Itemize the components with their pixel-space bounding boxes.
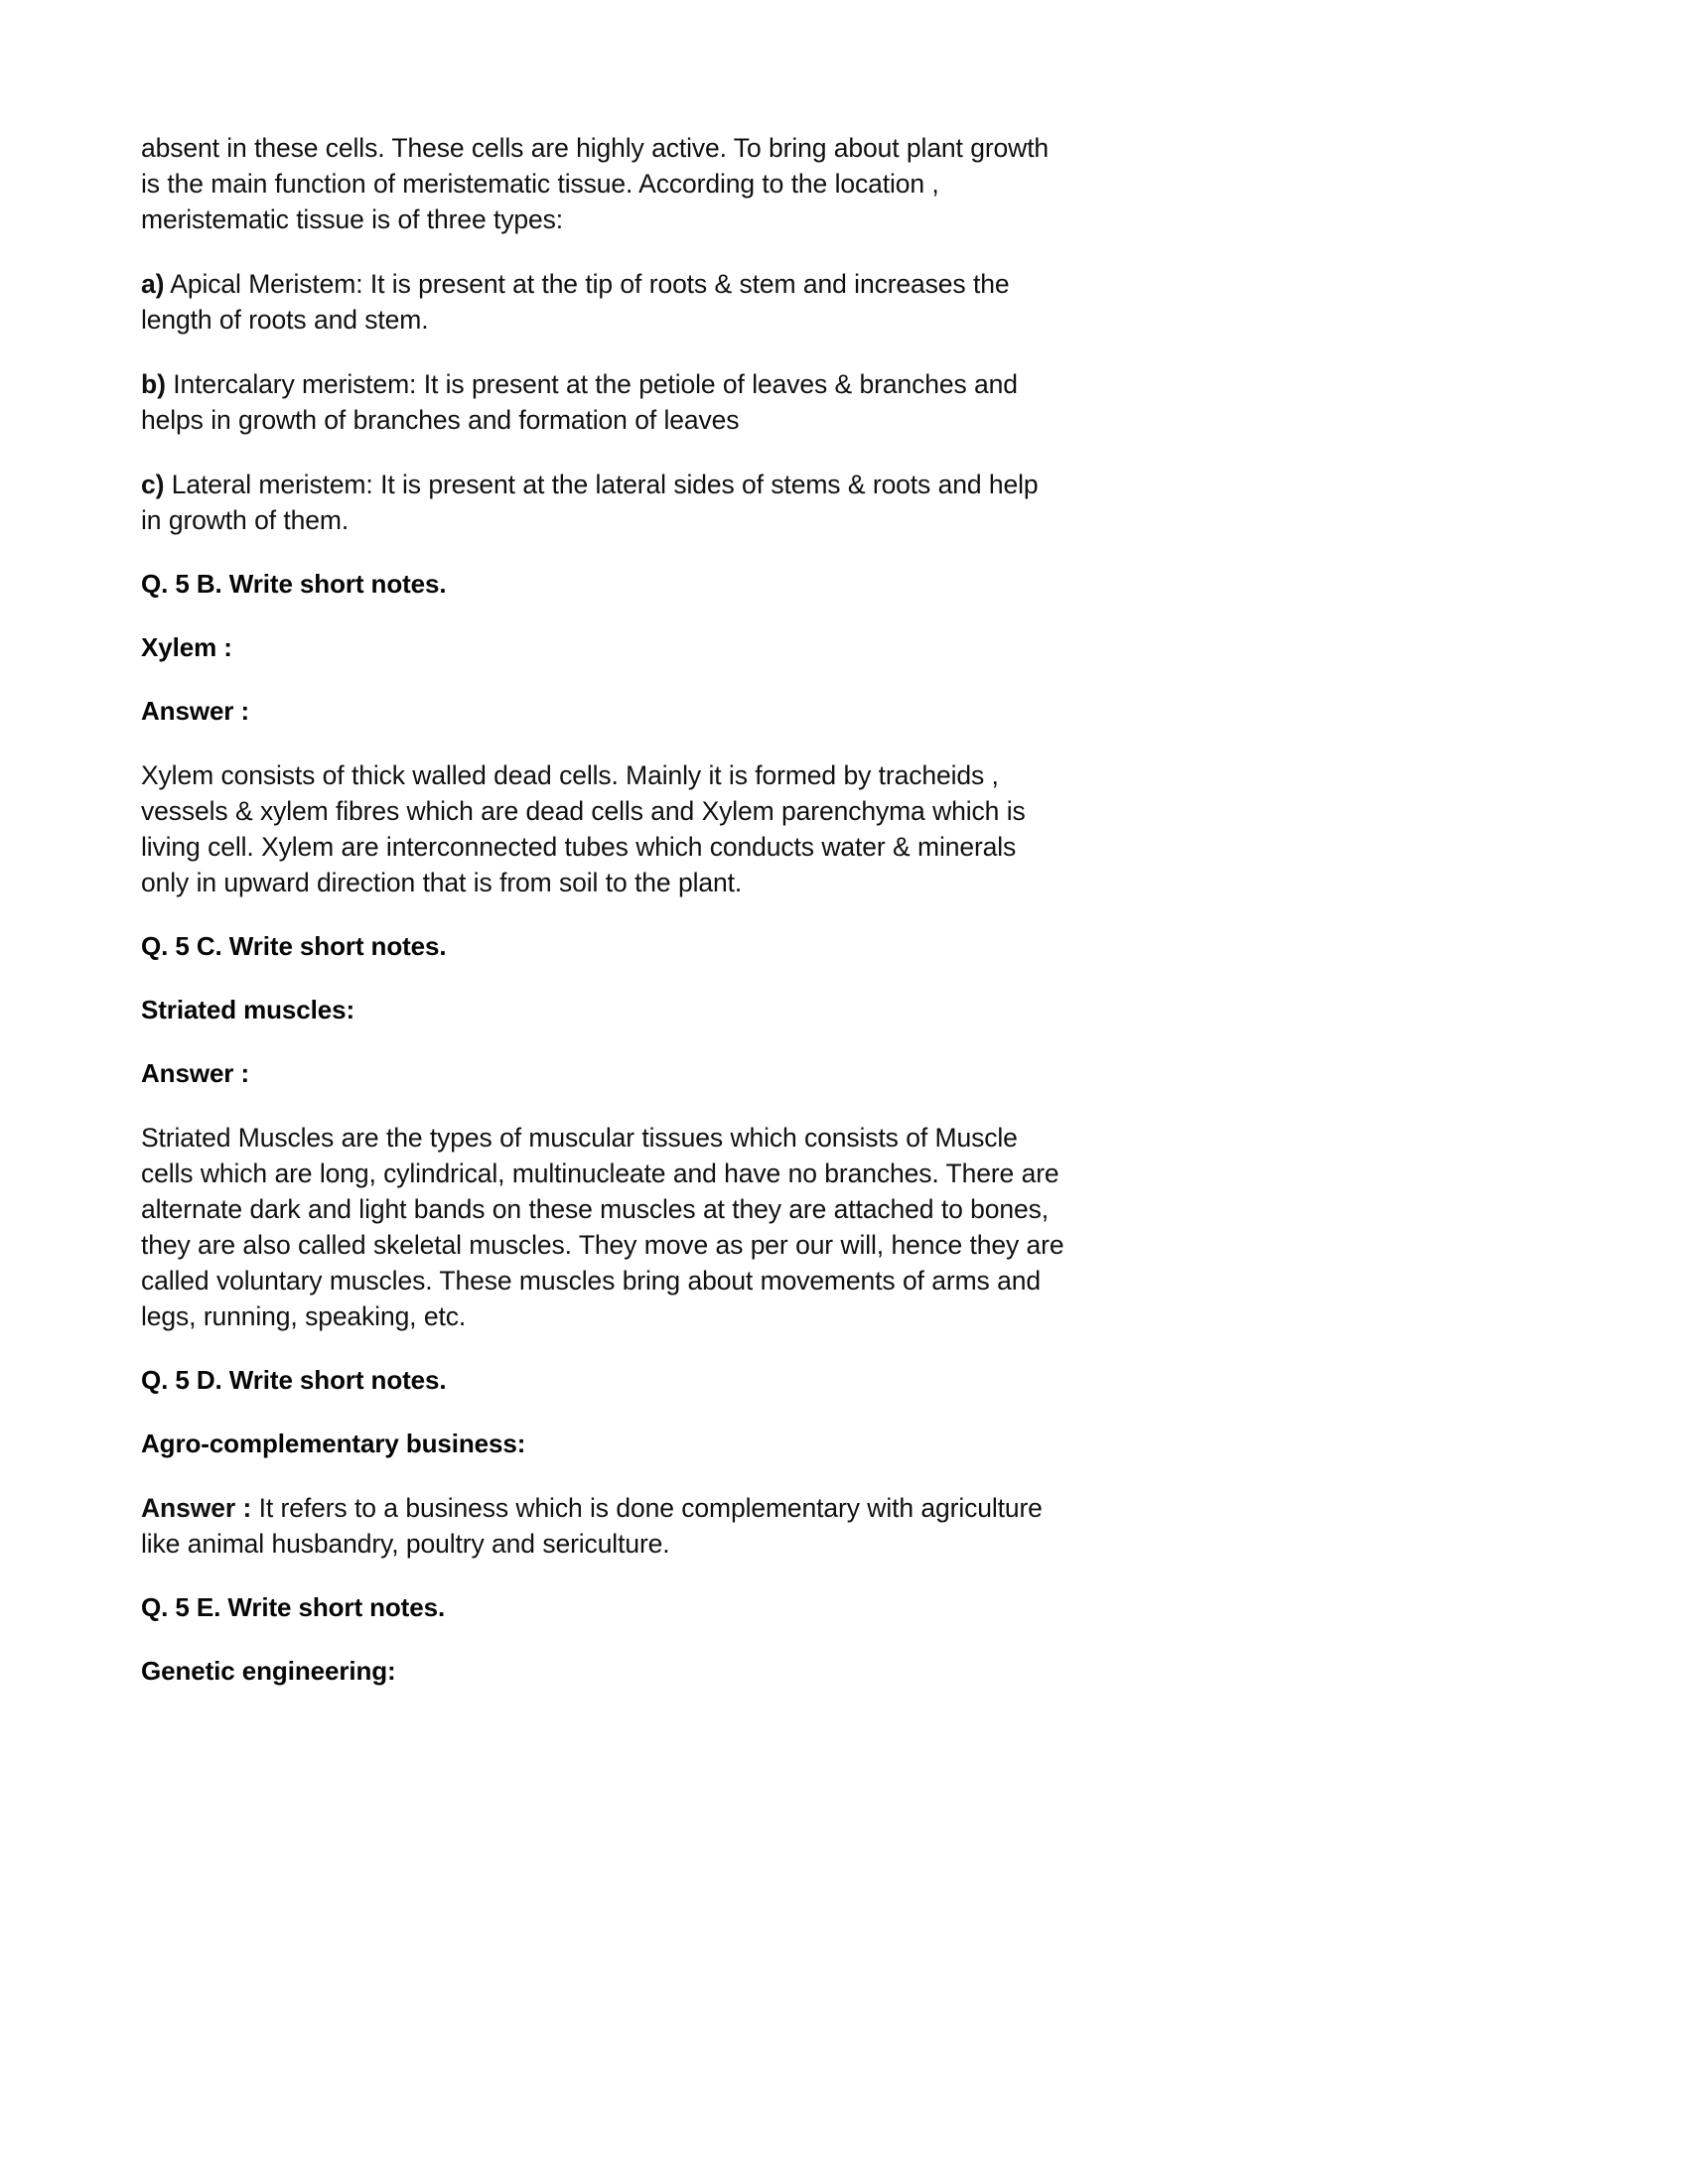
question-heading-q5c: Q. 5 C. Write short notes. bbox=[141, 931, 447, 961]
question-heading-q5d: Q. 5 D. Write short notes. bbox=[141, 1365, 447, 1395]
question-heading-q5e: Q. 5 E. Write short notes. bbox=[141, 1592, 446, 1622]
page-content bbox=[141, 130, 1064, 1717]
paragraph-lateral-meristem-text: Lateral meristem: It is present at the lateral sides of stems & roots and help in growth of them. bbox=[141, 470, 1039, 535]
question-heading-q5b: Q. 5 B. Write short notes. bbox=[141, 569, 447, 599]
answer-label-q5c: Answer : bbox=[141, 1058, 250, 1088]
list-label-b: b) bbox=[141, 369, 166, 399]
topic-heading-striated-muscles: Striated muscles: bbox=[141, 995, 355, 1024]
topic-heading-xylem: Xylem : bbox=[141, 632, 232, 662]
answer-body-striated-muscles: Striated Muscles are the types of muscular tissues which consists of Muscle cells which are long, cylindrical, multinucleate and have no branches. There are alternate dark and light bands on these muscles at they are attached to bones, they are also called skeletal muscles. They move as per our will, hence they are called voluntary muscles. These muscles bring about movements of arms and legs, running, speaking, etc. bbox=[141, 1123, 1064, 1331]
paragraph-lateral-meristem bbox=[141, 467, 1064, 538]
answer-body-agro-complementary-business bbox=[141, 1490, 1064, 1562]
list-label-c: c) bbox=[141, 470, 165, 499]
list-label-a: a) bbox=[141, 269, 165, 299]
topic-heading-agro-complementary-business: Agro-complementary business: bbox=[141, 1429, 526, 1458]
answer-label-q5b: Answer : bbox=[141, 696, 250, 726]
paragraph-apical-meristem bbox=[141, 266, 1064, 338]
answer-body-agro-text: It refers to a business which is done complementary with agriculture like animal husbandry, poultry and sericulture. bbox=[141, 1493, 1043, 1559]
paragraph-apical-meristem-text: Apical Meristem: It is present at the tip of roots & stem and increases the length of roots and stem. bbox=[141, 269, 1010, 335]
paragraph-intercalary-meristem bbox=[141, 366, 1064, 438]
paragraph-continued: absent in these cells. These cells are highly active. To bring about plant growth is the main function of meristematic tissue. According to the location , meristematic tissue is of three types: bbox=[141, 133, 1050, 234]
topic-heading-genetic-engineering: Genetic engineering: bbox=[141, 1656, 396, 1686]
paragraph-intercalary-meristem-text: Intercalary meristem: It is present at the petiole of leaves & branches and helps in growth of branches and formation of leaves bbox=[141, 369, 1018, 435]
answer-label-q5d: Answer : bbox=[141, 1493, 252, 1523]
answer-body-xylem: Xylem consists of thick walled dead cells. Mainly it is formed by tracheids , vessels & xylem fibres which are dead cells and Xylem parenchyma which is living cell. Xylem are interconnected tubes which conducts water & minerals only in upward direction that is from soil to the plant. bbox=[141, 760, 1026, 897]
